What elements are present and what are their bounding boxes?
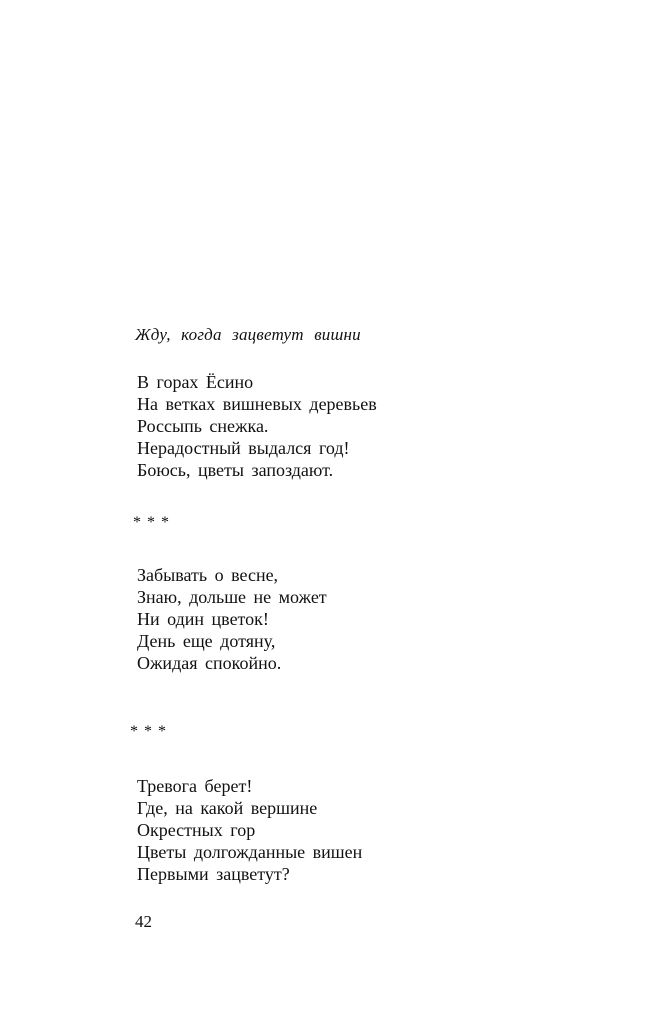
verse-line: Россыпь снежка.	[137, 416, 269, 436]
verse-line: Нерадостный выдался год!	[137, 438, 350, 458]
verse-line: Где, на какой вершине	[137, 798, 318, 818]
stanza-separator: * * *	[133, 514, 170, 531]
verse-line: Тревога берет!	[137, 776, 253, 796]
stanza	[137, 775, 362, 885]
verse-line: Цветы долгожданные вишен	[137, 842, 363, 862]
verse-line: День еще дотяну,	[137, 631, 276, 651]
verse-line: Окрестных гор	[137, 820, 256, 840]
poem-title: Жду, когда зацветут вишни	[135, 325, 361, 344]
verse-line: В горах Ёсино	[137, 372, 254, 392]
verse-line: Первыми зацветут?	[137, 864, 290, 884]
page-number: 42	[135, 912, 152, 931]
verse-line: Ожидая спокойно.	[137, 653, 282, 673]
verse-line: Боюсь, цветы запоздают.	[137, 460, 334, 480]
verse-line: Знаю, дольше не может	[137, 587, 327, 607]
verse-line: Забывать о весне,	[137, 565, 279, 585]
stanza-separator: * * *	[130, 723, 167, 740]
verse-line: На ветках вишневых деревьев	[137, 394, 377, 414]
verse-line: Ни один цветок!	[137, 609, 269, 629]
stanza	[137, 564, 327, 674]
stanza	[137, 371, 377, 481]
